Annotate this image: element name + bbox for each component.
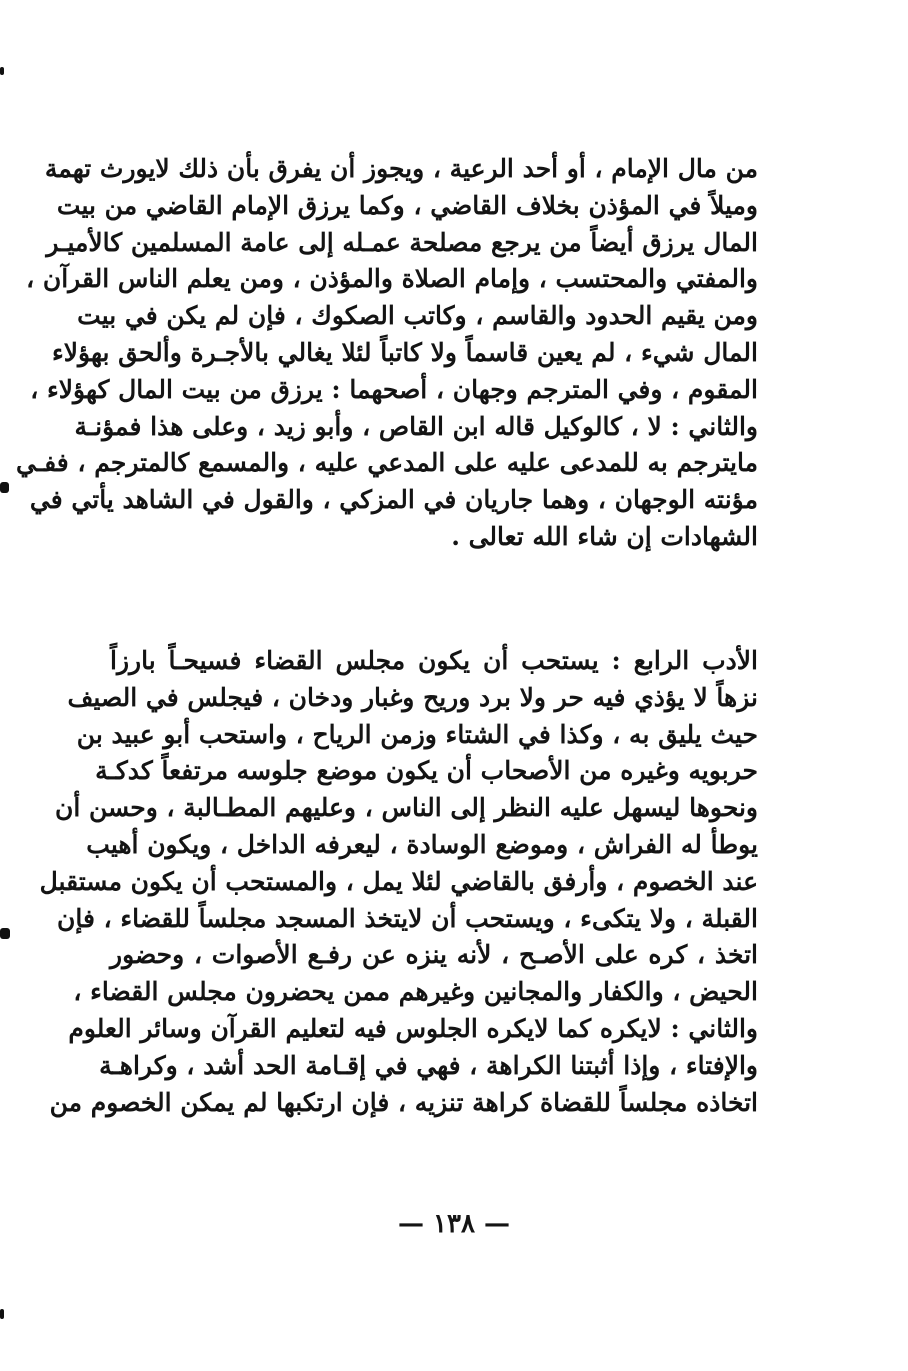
text-line: الشهادات إن شاء الله تعالى .	[451, 521, 758, 551]
page-number: — ١٣٨ —	[397, 1209, 511, 1239]
paragraph-1	[16, 151, 758, 556]
text-line: القبلة ، ولا يتكىء ، ويستحب أن لايتخذ المسجد مجلساً للقضاء ، فإن	[56, 903, 758, 933]
text-line: من مال الإمام ، أو أحد الرعية ، ويجوز أن يفرق بأن ذلك لايورث تهمة	[44, 154, 758, 183]
text-line: والمفتي والمحتسب ، وإمام الصلاة والمؤذن ، ومن يعلم الناس القرآن ،	[26, 264, 758, 294]
text-line: مؤنته الوجهان ، وهما جاريان في المزكي ، والقول في الشاهد يأتي في	[29, 485, 758, 515]
text-line: المال يرزق أيضاً من يرجع مصلحة عمـله إلى عامة المسلمين كالأميـر	[46, 227, 758, 257]
text-line: حيث يليق به ، وكذا في الشتاء وزمن الرياح ، واستحب أبو عبيد بن	[76, 719, 758, 749]
text-line: عند الخصوم ، وأرفق بالقاضي لئلا يمل ، والمستحب أن يكون مستقبل	[39, 866, 758, 896]
scan-edge-mark	[0, 1309, 4, 1319]
text-line: اتخذ ، كره على الأصـح ، لأنه ينزه عن رفـع الأصوات ، وحضور	[110, 940, 758, 970]
text-line: ونحوها ليسهل عليه النظر إلى الناس ، وعليهم المطـالبة ، وحسن أن	[54, 793, 758, 823]
text-line: نزهاً لا يؤذي فيه حر ولا برد وريح وغبار ودخان ، فيجلس في الصيف	[67, 682, 758, 712]
paragraph-2	[39, 643, 758, 1121]
text-line: وميلاً في المؤذن بخلاف القاضي ، وكما يرزق الإمام القاضي من بيت	[56, 190, 758, 220]
text-line: المال شيء ، لم يعين قاسماً ولا كاتباً لئلا يغالي بالأجـرة وألحق بهؤلاء	[52, 337, 758, 367]
text-line: والثاني : لايكره كما لايكره الجلوس فيه لتعليم القرآن وسائر العلوم	[68, 1013, 758, 1043]
text-line: المقوم ، وفي المترجم وجهان ، أصحهما : يرزق من بيت المال كهؤلاء ،	[30, 374, 758, 404]
text-line: الحيض ، والكفار والمجانين وغيرهم ممن يحضرون مجلس القضاء ،	[73, 977, 758, 1007]
text-line: والثاني : لا ، كالوكيل قاله ابن القاص ، وأبو زيد ، وعلى هذا فمؤنـة	[74, 411, 758, 441]
scan-edge-mark	[0, 67, 4, 75]
scan-edge-mark	[0, 482, 9, 493]
text-line: حربويه وغيره من الأصحاب أن يكون موضع جلوسه مرتفعاً كدكـة	[95, 756, 758, 786]
text-line: يوطأ له الفراش ، وموضع الوسادة ، ليعرفه الداخل ، ويكون أهيب	[86, 829, 758, 859]
text-line: والإفتاء ، وإذا أثبتنا الكراهة ، فهي في إقـامة الحد أشد ، وكراهـة	[99, 1050, 758, 1080]
scan-edge-mark	[0, 928, 10, 939]
text-line: ومن يقيم الحدود والقاسم ، وكاتب الصكوك ، فإن لم يكن في بيت	[77, 301, 758, 331]
text-line: اتخاذه مجلساً للقضاة كراهة تنزيه ، فإن ارتكبها لم يمكن الخصوم من	[49, 1087, 758, 1117]
text-line: مايترجم به للمدعى عليه على المدعي عليه ، والمسمع كالمترجم ، ففـي	[16, 448, 758, 478]
text-line: الأدب الرابع : يستحب أن يكون مجلس القضاء فسيحـاً بارزاً	[110, 646, 758, 675]
